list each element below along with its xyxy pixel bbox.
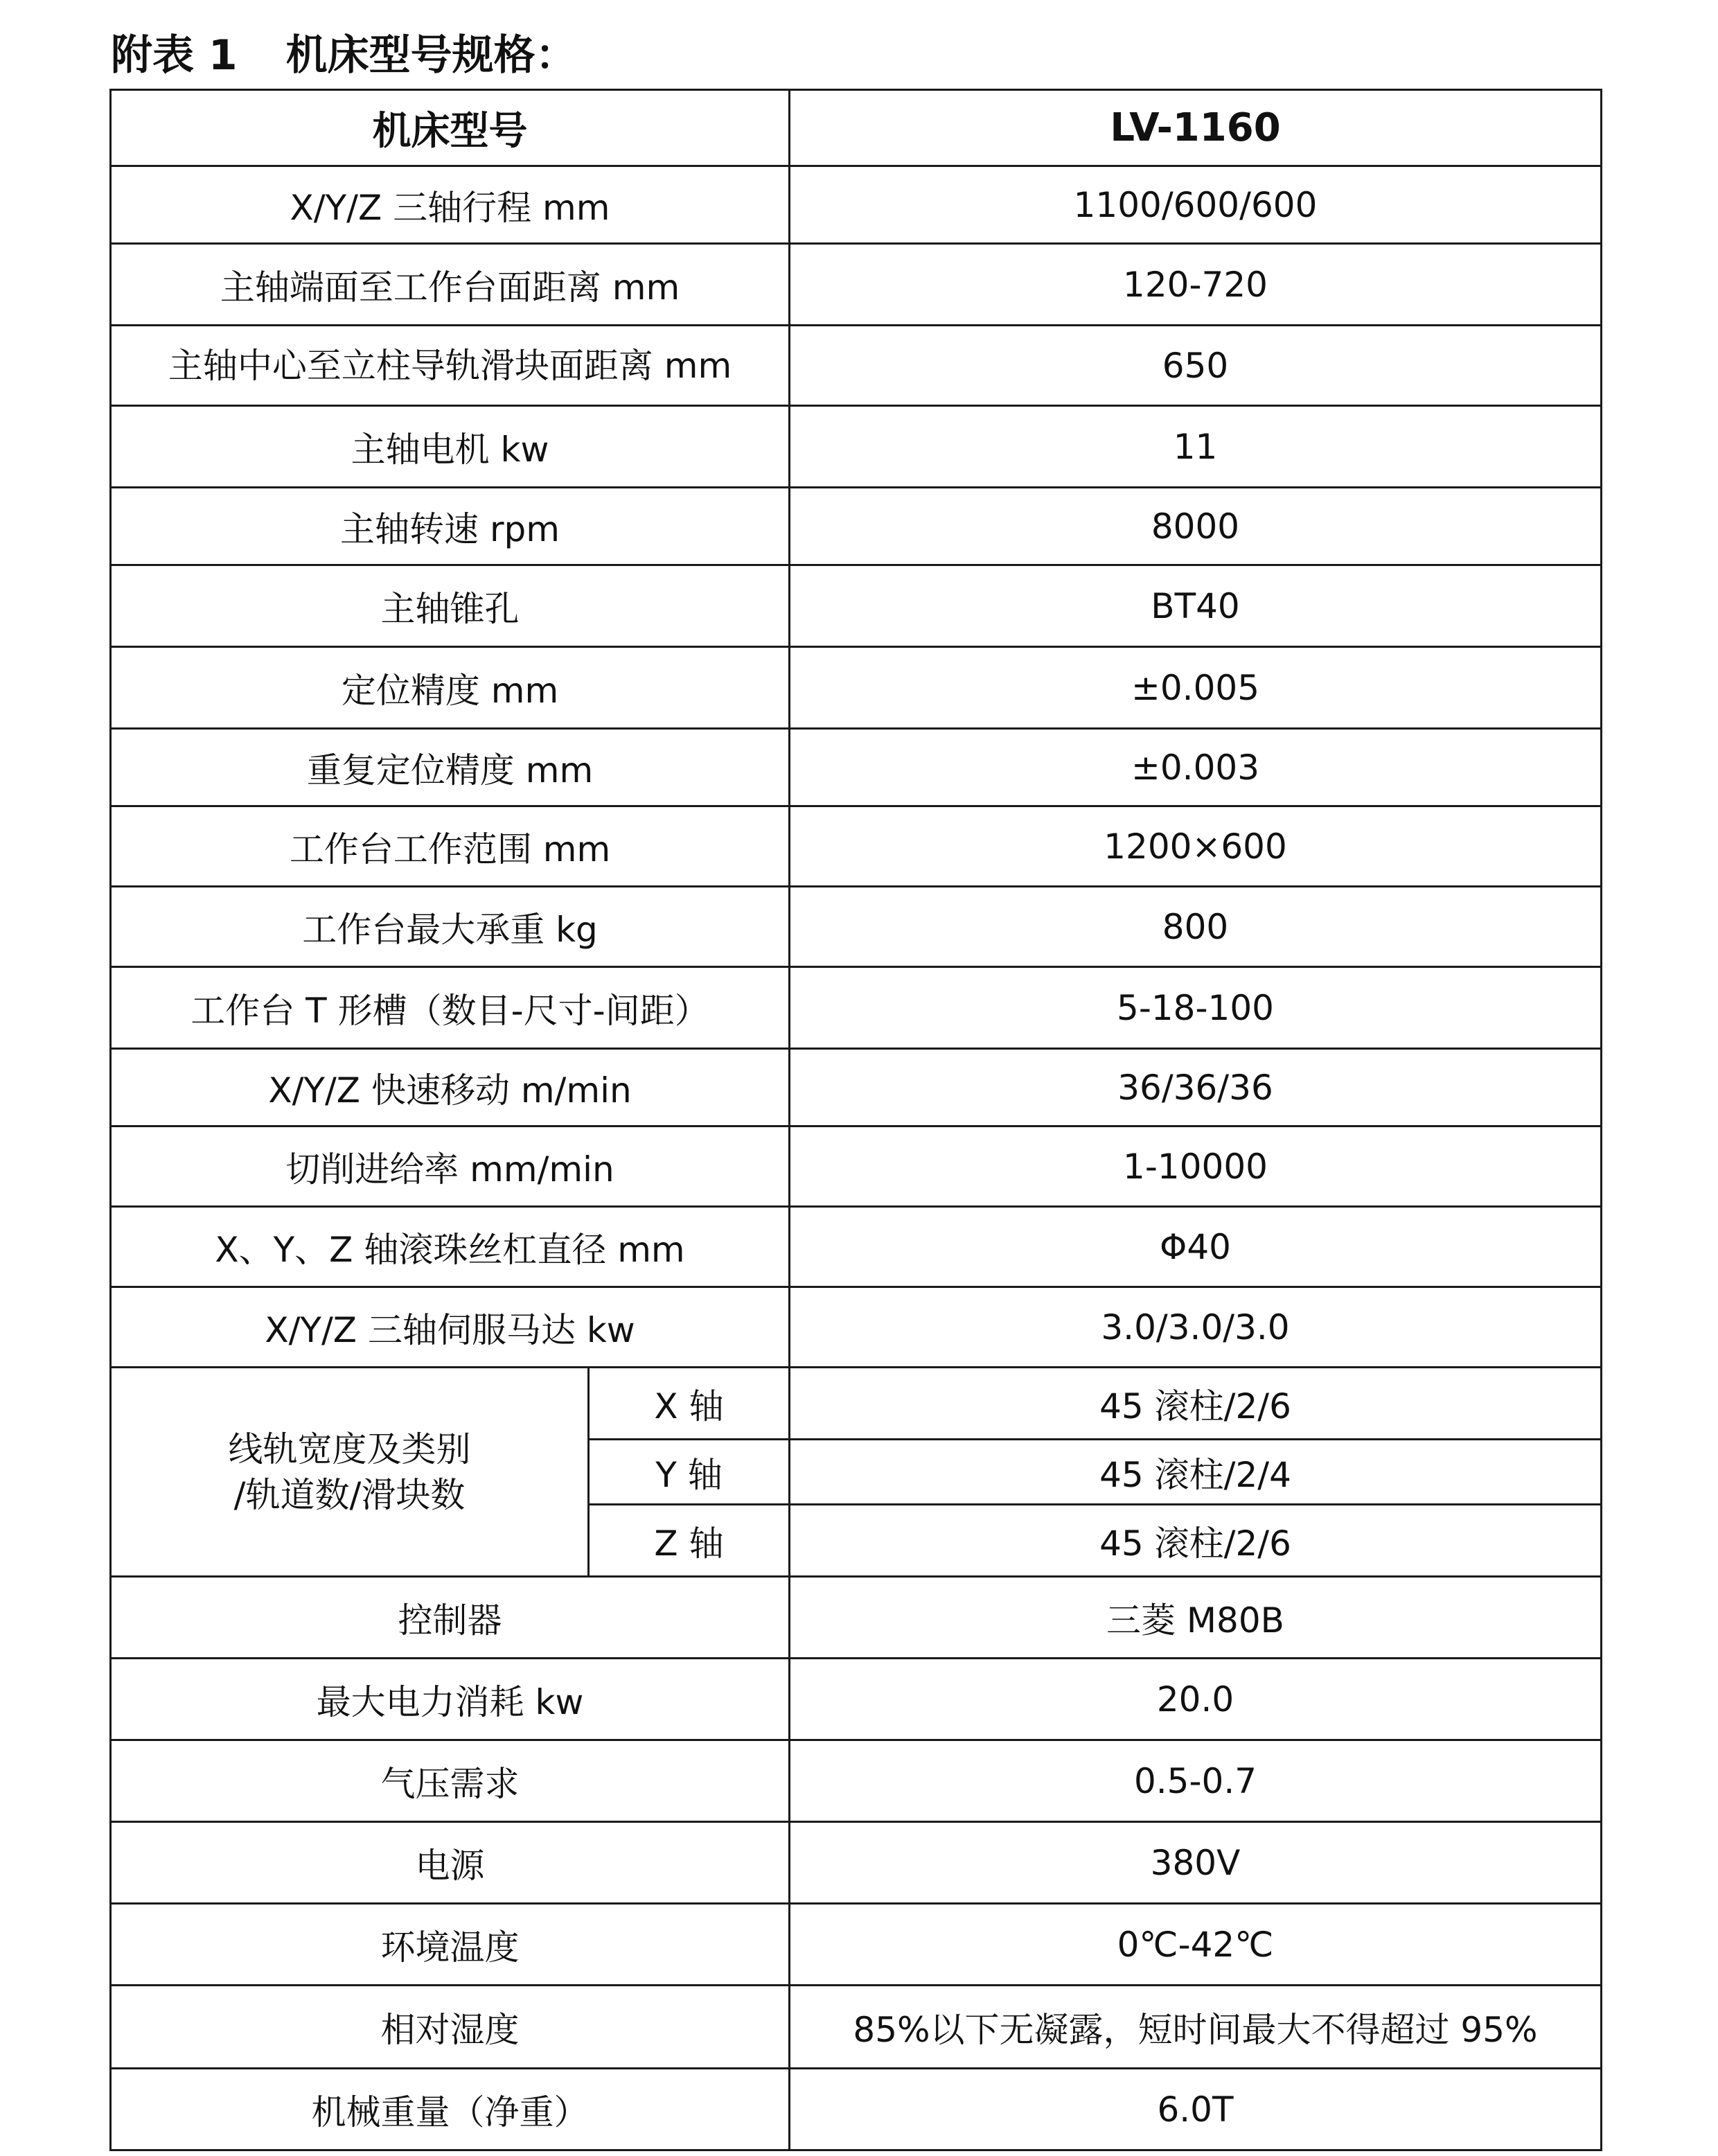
row-label: 主轴端面至工作台面距离 mm [111,244,790,326]
row-value: 0℃-42℃ [790,1904,1602,1986]
row-value: Φ40 [790,1207,1602,1287]
rail-axis: Y 轴 [589,1440,790,1505]
rail-label [111,1368,589,1577]
row-value: 380V [790,1822,1602,1904]
row-value: 3.0/3.0/3.0 [790,1287,1602,1368]
table-row [111,806,1602,887]
rail-row [111,1368,1602,1440]
table-row [111,1126,1602,1207]
title-text: 机床型号规格： [285,31,577,80]
row-value: 120-720 [790,244,1602,326]
row-label: 环境温度 [111,1904,790,1986]
table-row [111,1049,1602,1126]
row-label: X/Y/Z 快速移动 m/min [111,1049,790,1126]
row-label: 相对湿度 [111,1986,790,2069]
row-value: 85%以下无凝露，短时间最大不得超过 95% [790,1986,1602,2069]
row-value: 1-10000 [790,1126,1602,1207]
row-value: 0.5-0.7 [790,1740,1602,1822]
row-value: ±0.003 [790,729,1602,806]
row-label: 主轴电机 kw [111,406,790,488]
rail-axis: Z 轴 [589,1505,790,1577]
table-row [111,1740,1602,1822]
table-row [111,647,1602,729]
row-value: 三菱 M80B [790,1577,1602,1659]
row-label: 电源 [111,1822,790,1904]
table-row [111,1986,1602,2069]
table-row [111,166,1602,244]
table-row [111,1577,1602,1659]
row-value: 11 [790,406,1602,488]
row-value: 8000 [790,488,1602,565]
row-value: 36/36/36 [790,1049,1602,1126]
header-label: 机床型号 [111,90,790,166]
row-value: 650 [790,326,1602,406]
table-row [111,1904,1602,1986]
row-value: 20.0 [790,1659,1602,1740]
table-row [111,406,1602,488]
row-label: 定位精度 mm [111,647,790,729]
row-label: 气压需求 [111,1740,790,1822]
table-row [111,1659,1602,1740]
row-label: 机械重量（净重） [111,2069,790,2150]
rail-value: 45 滚柱/2/6 [790,1505,1602,1577]
row-label: X、Y、Z 轴滚珠丝杠直径 mm [111,1207,790,1287]
table-row [111,967,1602,1049]
row-value: ±0.005 [790,647,1602,729]
row-label: 主轴锥孔 [111,565,790,647]
rail-axis: X 轴 [589,1368,790,1440]
row-label: X/Y/Z 三轴行程 mm [111,166,790,244]
row-label: 工作台 T 形槽（数目-尺寸-间距） [111,967,790,1049]
rail-value: 45 滚柱/2/4 [790,1440,1602,1505]
header-value: LV-1160 [790,90,1602,166]
row-label: 主轴中心至立柱导轨滑块面距离 mm [111,326,790,406]
title-prefix: 附表 1 [111,31,238,80]
row-label: 主轴转速 rpm [111,488,790,565]
row-label: 控制器 [111,1577,790,1659]
table-header-row [111,90,1602,166]
row-label: 工作台最大承重 kg [111,887,790,967]
document-title [111,28,577,83]
row-value: 1100/600/600 [790,166,1602,244]
rail-label-line1: 线轨宽度及类别 [228,1429,471,1469]
spec-table [109,89,1602,2151]
table-row [111,2069,1602,2150]
rail-value: 45 滚柱/2/6 [790,1368,1602,1440]
row-value: BT40 [790,565,1602,647]
table-row [111,244,1602,326]
table-row [111,887,1602,967]
row-label: X/Y/Z 三轴伺服马达 kw [111,1287,790,1368]
row-label: 最大电力消耗 kw [111,1659,790,1740]
row-label: 工作台工作范围 mm [111,806,790,887]
rail-label-line2: /轨道数/滑块数 [233,1474,466,1515]
row-value: 5-18-100 [790,967,1602,1049]
row-value: 800 [790,887,1602,967]
table-row [111,1287,1602,1368]
table-row [111,1207,1602,1287]
row-label: 重复定位精度 mm [111,729,790,806]
row-value: 6.0T [790,2069,1602,2150]
row-label: 切削进给率 mm/min [111,1126,790,1207]
table-row [111,326,1602,406]
table-row [111,488,1602,565]
table-row [111,729,1602,806]
row-value: 1200×600 [790,806,1602,887]
table-row [111,1822,1602,1904]
table-row [111,565,1602,647]
